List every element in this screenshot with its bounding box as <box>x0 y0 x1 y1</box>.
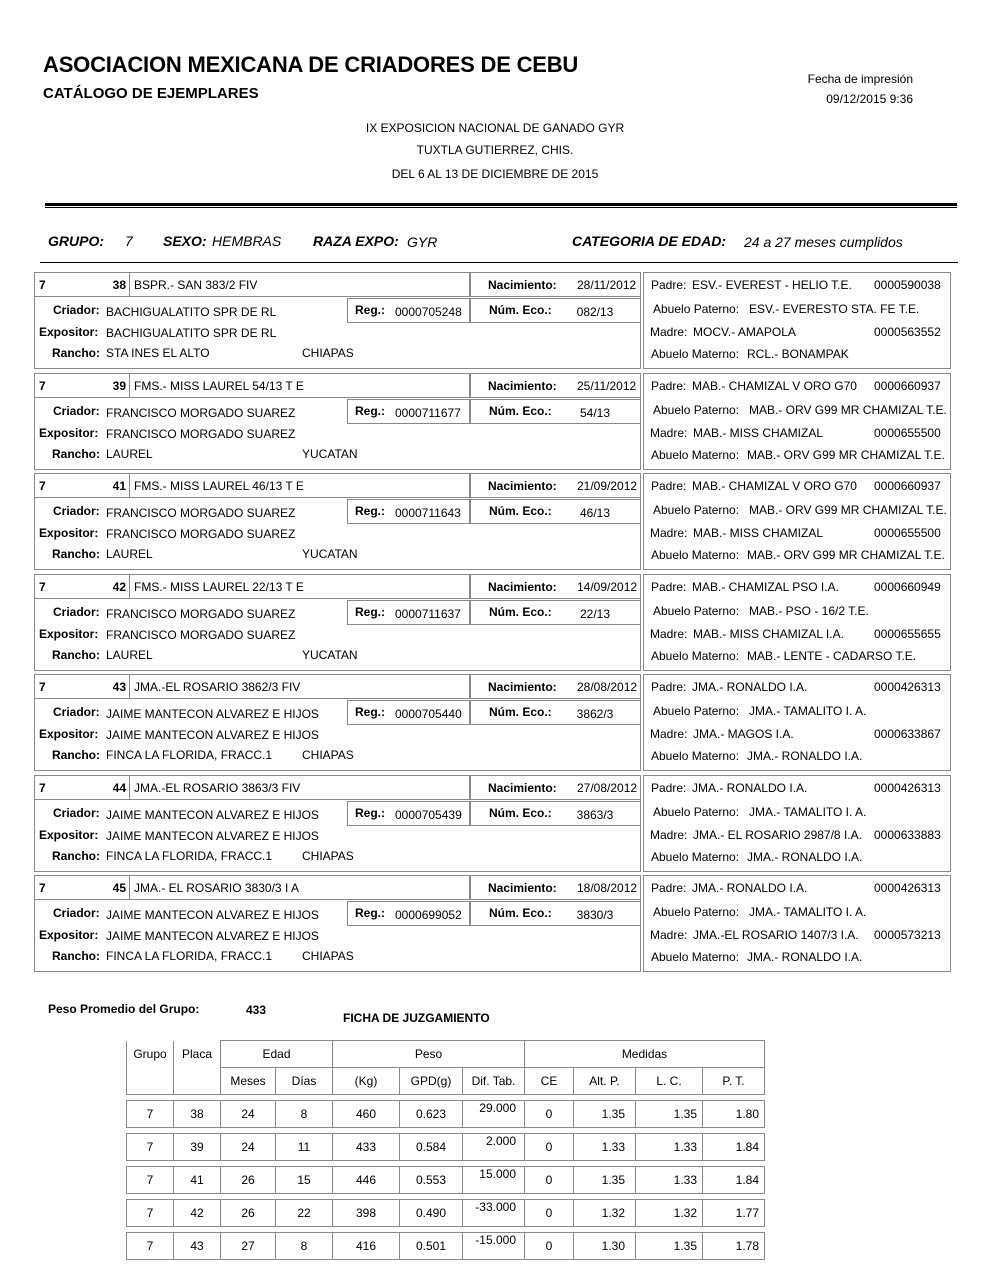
abuelo-materno-label: Abuelo Materno: <box>651 950 740 964</box>
abuelo-materno-value: JMA.- RONALDO I.A. <box>747 850 863 864</box>
num-eco-value: 46/13 <box>579 506 611 520</box>
table-row <box>127 1101 765 1128</box>
entry-grupo: 7 <box>39 580 46 594</box>
entry-card <box>34 272 951 369</box>
rancho-value: FINCA LA FLORIDA, FRACC.1 <box>106 748 273 762</box>
expositor-value: FRANCISCO MORGADO SUAREZ <box>106 628 296 642</box>
rancho-label: Rancho: <box>52 346 100 360</box>
madre-reg: 0000655500 <box>874 426 941 440</box>
nacimiento-value: 27/08/2012 <box>577 781 637 795</box>
num-eco-label: Núm. Eco.: <box>489 705 552 719</box>
cell-placa: 38 <box>174 1101 221 1128</box>
criador-value: FRANCISCO MORGADO SUAREZ <box>106 607 296 621</box>
entry-name: BSPR.- SAN 383/2 FIV <box>134 278 258 292</box>
col-grupo: Grupo <box>127 1041 174 1068</box>
rancho-value: LAUREL <box>106 547 153 561</box>
criador-label: Criador: <box>53 605 100 619</box>
sexo-value: HEMBRAS <box>212 233 282 249</box>
table-header-row <box>127 1041 765 1068</box>
abuelo-paterno-value: JMA.- TAMALITO I. A. <box>749 805 867 819</box>
table-row <box>127 1233 765 1260</box>
abuelo-materno-label: Abuelo Materno: <box>651 850 740 864</box>
entry-placa: 44 <box>112 781 126 795</box>
num-eco-value: 082/13 <box>576 305 614 319</box>
madre-label: Madre: <box>650 325 688 339</box>
madre-value: JMA.- EL ROSARIO 2987/8 I.A. <box>693 828 862 842</box>
entry-grupo: 7 <box>39 479 46 493</box>
entry-card <box>34 574 951 671</box>
entry-name: FMS.- MISS LAUREL 54/13 T E <box>134 379 304 393</box>
expositor-label: Expositor: <box>39 526 99 540</box>
event-dates: DEL 6 AL 13 DE DICIEMBRE DE 2015 <box>391 167 599 181</box>
nacimiento-value: 21/09/2012 <box>577 479 637 493</box>
nacimiento-value: 28/11/2012 <box>577 278 637 292</box>
cell-ce: 0 <box>525 1200 574 1227</box>
header-divider <box>45 203 957 206</box>
cell-dif: 29.000 <box>463 1101 525 1128</box>
estado-value: YUCATAN <box>302 547 358 561</box>
padre-value: MAB.- CHAMIZAL V ORO G70 <box>692 479 857 493</box>
reg-label: Reg.: <box>355 404 385 418</box>
entry-card <box>34 875 951 972</box>
nacimiento-value: 18/08/2012 <box>577 881 637 895</box>
categoria-value: 24 a 27 meses cumplidos <box>744 234 903 250</box>
entry-placa: 41 <box>112 479 126 493</box>
nacimiento-label: Nacimiento: <box>488 781 557 795</box>
cell-ce: 0 <box>525 1101 574 1128</box>
madre-label: Madre: <box>650 828 688 842</box>
abuelo-paterno-label: Abuelo Paterno: <box>653 905 740 919</box>
criador-label: Criador: <box>53 303 100 317</box>
padre-label: Padre: <box>651 680 687 694</box>
padre-value: JMA.- RONALDO I.A. <box>692 680 808 694</box>
reg-value: 0000705440 <box>395 707 462 721</box>
cell-lc: 1.33 <box>636 1167 703 1194</box>
padre-value: JMA.- RONALDO I.A. <box>692 781 808 795</box>
reg-value: 0000711677 <box>395 406 461 420</box>
entry-placa: 39 <box>112 379 126 393</box>
estado-value: CHIAPAS <box>302 949 354 963</box>
rancho-value: LAUREL <box>106 648 153 662</box>
entry-name: FMS.- MISS LAUREL 22/13 T E <box>134 580 304 594</box>
cell-lc: 1.32 <box>636 1200 703 1227</box>
num-eco-value: 22/13 <box>579 607 611 621</box>
entry-name: JMA.-EL ROSARIO 3862/3 FIV <box>134 680 301 694</box>
page-title: ASOCIACION MEXICANA DE CRIADORES DE CEBU <box>43 52 579 77</box>
cell-altp: 1.35 <box>574 1101 636 1128</box>
col-kg: (Kg) <box>333 1068 400 1095</box>
cell-lc: 1.35 <box>636 1233 703 1260</box>
cell-gpd: 0.623 <box>400 1101 463 1128</box>
entry-grupo: 7 <box>39 278 46 292</box>
padre-reg: 0000426313 <box>874 881 941 895</box>
expositor-value: FRANCISCO MORGADO SUAREZ <box>106 427 296 441</box>
rancho-label: Rancho: <box>52 748 100 762</box>
cell-pt: 1.84 <box>703 1167 765 1194</box>
abuelo-paterno-label: Abuelo Paterno: <box>653 503 740 517</box>
event-city: TUXTLA GUTIERREZ, CHIS. <box>416 143 574 157</box>
raza-value: GYR <box>407 234 438 250</box>
cell-altp: 1.33 <box>574 1134 636 1161</box>
pedigree-text <box>644 875 950 972</box>
num-eco-label: Núm. Eco.: <box>489 404 552 418</box>
abuelo-paterno-value: MAB.- ORV G99 MR CHAMIZAL T.E. <box>749 403 947 417</box>
cell-lc: 1.35 <box>636 1101 703 1128</box>
nacimiento-label: Nacimiento: <box>488 479 557 493</box>
print-date: 09/12/2015 9:36 <box>826 92 913 106</box>
abuelo-materno-label: Abuelo Materno: <box>651 749 740 763</box>
num-eco-label: Núm. Eco.: <box>489 906 552 920</box>
padre-reg: 0000660937 <box>874 479 941 493</box>
expositor-value: BACHIGUALATITO SPR DE RL <box>106 326 277 340</box>
abuelo-materno-value: MAB.- LENTE - CADARSO T.E. <box>747 649 917 663</box>
cell-altp: 1.35 <box>574 1167 636 1194</box>
expositor-label: Expositor: <box>39 727 99 741</box>
criador-label: Criador: <box>53 806 100 820</box>
rancho-label: Rancho: <box>52 648 100 662</box>
madre-value: MAB.- MISS CHAMIZAL <box>693 526 824 540</box>
padre-label: Padre: <box>651 379 687 393</box>
abuelo-materno-value: JMA.- RONALDO I.A. <box>747 749 863 763</box>
group-divider <box>40 262 958 263</box>
col-placa-sub <box>174 1068 221 1095</box>
cell-dias: 8 <box>276 1101 333 1128</box>
abuelo-materno-label: Abuelo Materno: <box>651 649 740 663</box>
rancho-label: Rancho: <box>52 949 100 963</box>
abuelo-paterno-value: JMA.- TAMALITO I. A. <box>749 905 867 919</box>
pedigree-text <box>644 674 950 771</box>
abuelo-paterno-value: JMA.- TAMALITO I. A. <box>749 704 867 718</box>
cell-grupo: 7 <box>127 1101 174 1128</box>
padre-reg: 0000660937 <box>874 379 941 393</box>
col-alt-p: Alt. P. <box>574 1068 636 1095</box>
cell-dias: 15 <box>276 1167 333 1194</box>
num-eco-label: Núm. Eco.: <box>489 303 552 317</box>
abuelo-paterno-label: Abuelo Paterno: <box>653 704 740 718</box>
cell-meses: 24 <box>221 1101 276 1128</box>
madre-reg: 0000655655 <box>874 627 941 641</box>
col-gpd: GPD(g) <box>400 1068 463 1095</box>
grupo-value: 7 <box>125 233 133 249</box>
cell-gpd: 0.584 <box>400 1134 463 1161</box>
page-subtitle: CATÁLOGO DE EJEMPLARES <box>43 85 259 102</box>
nacimiento-label: Nacimiento: <box>488 580 557 594</box>
cell-kg: 460 <box>333 1101 400 1128</box>
criador-value: FRANCISCO MORGADO SUAREZ <box>106 506 296 520</box>
criador-value: BACHIGUALATITO SPR DE RL <box>106 305 277 319</box>
col-dif-tab: Dif. Tab. <box>463 1068 525 1095</box>
col-placa: Placa <box>174 1041 221 1068</box>
reg-value: 0000705439 <box>395 808 462 822</box>
padre-value: JMA.- RONALDO I.A. <box>692 881 808 895</box>
madre-value: MAB.- MISS CHAMIZAL I.A. <box>693 627 844 641</box>
cell-altp: 1.32 <box>574 1200 636 1227</box>
nacimiento-value: 14/09/2012 <box>577 580 637 594</box>
cell-gpd: 0.501 <box>400 1233 463 1260</box>
expositor-value: JAIME MANTECON ALVAREZ E HIJOS <box>106 728 319 742</box>
col-grupo-sub <box>127 1068 174 1095</box>
padre-label: Padre: <box>651 781 687 795</box>
madre-value: MOCV.- AMAPOLA <box>693 325 796 339</box>
table-subheader-row <box>127 1068 765 1095</box>
abuelo-paterno-value: MAB.- ORV G99 MR CHAMIZAL T.E. <box>749 503 947 517</box>
madre-reg: 0000573213 <box>874 928 941 942</box>
nacimiento-label: Nacimiento: <box>488 881 557 895</box>
num-eco-label: Núm. Eco.: <box>489 806 552 820</box>
cell-ce: 0 <box>525 1167 574 1194</box>
criador-label: Criador: <box>53 404 100 418</box>
madre-label: Madre: <box>650 928 688 942</box>
estado-value: CHIAPAS <box>302 346 354 360</box>
table-row <box>127 1167 765 1194</box>
entry-placa: 43 <box>112 680 126 694</box>
num-eco-value: 3862/3 <box>576 707 614 721</box>
expositor-label: Expositor: <box>39 627 99 641</box>
cell-ce: 0 <box>525 1134 574 1161</box>
padre-reg: 0000426313 <box>874 680 941 694</box>
estado-value: YUCATAN <box>302 447 358 461</box>
madre-label: Madre: <box>650 426 688 440</box>
pedigree-text <box>644 473 950 570</box>
entry-card <box>34 373 951 470</box>
raza-label: RAZA EXPO: <box>313 233 399 249</box>
entry-name: FMS.- MISS LAUREL 46/13 T E <box>134 479 304 493</box>
expositor-label: Expositor: <box>39 325 99 339</box>
madre-label: Madre: <box>650 627 688 641</box>
padre-value: MAB.- CHAMIZAL PSO I.A. <box>692 580 839 594</box>
cell-gpd: 0.490 <box>400 1200 463 1227</box>
grupo-label: GRUPO: <box>48 233 104 249</box>
cell-dif: 2.000 <box>463 1134 525 1161</box>
pedigree-text <box>644 574 950 671</box>
entry-card <box>34 674 951 771</box>
cell-dif: -15.000 <box>463 1233 525 1260</box>
nacimiento-label: Nacimiento: <box>488 680 557 694</box>
cell-meses: 26 <box>221 1167 276 1194</box>
categoria-label: CATEGORIA DE EDAD: <box>572 233 726 249</box>
header-divider-thin <box>45 207 957 208</box>
num-eco-value: 54/13 <box>579 406 611 420</box>
madre-reg: 0000633867 <box>874 727 941 741</box>
abuelo-materno-label: Abuelo Materno: <box>651 448 740 462</box>
criador-label: Criador: <box>53 906 100 920</box>
col-peso: Peso <box>333 1041 525 1068</box>
cell-dias: 22 <box>276 1200 333 1227</box>
padre-reg: 0000426313 <box>874 781 941 795</box>
pedigree-text <box>644 775 950 872</box>
cell-meses: 27 <box>221 1233 276 1260</box>
madre-reg: 0000655500 <box>874 526 941 540</box>
cell-meses: 24 <box>221 1134 276 1161</box>
entry-placa: 45 <box>112 881 126 895</box>
padre-label: Padre: <box>651 580 687 594</box>
entry-grupo: 7 <box>39 781 46 795</box>
abuelo-materno-label: Abuelo Materno: <box>651 347 740 361</box>
cell-meses: 26 <box>221 1200 276 1227</box>
padre-value: ESV.- EVEREST - HELIO T.E. <box>692 278 852 292</box>
col-pt: P. T. <box>703 1068 765 1095</box>
table-row <box>127 1200 765 1227</box>
rancho-label: Rancho: <box>52 849 100 863</box>
madre-reg: 0000633883 <box>874 828 941 842</box>
peso-promedio-value: 433 <box>246 1003 267 1017</box>
entry-card <box>34 775 951 872</box>
abuelo-paterno-value: ESV.- EVERESTO STA. FE T.E. <box>749 302 920 316</box>
num-eco-value: 3830/3 <box>576 908 614 922</box>
rancho-value: FINCA LA FLORIDA, FRACC.1 <box>106 949 273 963</box>
cell-grupo: 7 <box>127 1134 174 1161</box>
entry-grupo: 7 <box>39 379 46 393</box>
reg-value: 0000711643 <box>395 506 461 520</box>
cell-pt: 1.78 <box>703 1233 765 1260</box>
nacimiento-value: 25/11/2012 <box>577 379 637 393</box>
reg-value: 0000711637 <box>395 607 461 621</box>
cell-pt: 1.77 <box>703 1200 765 1227</box>
event-name: IX EXPOSICION NACIONAL DE GANADO GYR <box>365 121 625 135</box>
criador-value: JAIME MANTECON ALVAREZ E HIJOS <box>106 707 319 721</box>
cell-placa: 41 <box>174 1167 221 1194</box>
cell-pt: 1.84 <box>703 1134 765 1161</box>
reg-label: Reg.: <box>355 303 385 317</box>
judging-table <box>126 1040 765 1260</box>
sexo-label: SEXO: <box>163 233 207 249</box>
rancho-label: Rancho: <box>52 447 100 461</box>
abuelo-paterno-label: Abuelo Paterno: <box>653 805 740 819</box>
cell-kg: 433 <box>333 1134 400 1161</box>
cell-kg: 446 <box>333 1167 400 1194</box>
cell-pt: 1.80 <box>703 1101 765 1128</box>
criador-value: JAIME MANTECON ALVAREZ E HIJOS <box>106 908 319 922</box>
padre-label: Padre: <box>651 881 687 895</box>
padre-reg: 0000660949 <box>874 580 941 594</box>
criador-value: JAIME MANTECON ALVAREZ E HIJOS <box>106 808 319 822</box>
criador-label: Criador: <box>53 705 100 719</box>
entry-grupo: 7 <box>39 881 46 895</box>
abuelo-paterno-value: MAB.- PSO - 16/2 T.E. <box>749 604 869 618</box>
col-edad: Edad <box>221 1041 333 1068</box>
madre-label: Madre: <box>650 526 688 540</box>
expositor-value: FRANCISCO MORGADO SUAREZ <box>106 527 296 541</box>
padre-reg: 0000590038 <box>874 278 941 292</box>
col-ce: CE <box>525 1068 574 1095</box>
rancho-value: FINCA LA FLORIDA, FRACC.1 <box>106 849 273 863</box>
entry-card <box>34 473 951 570</box>
madre-value: JMA.- MAGOS I.A. <box>693 727 794 741</box>
cell-dias: 8 <box>276 1233 333 1260</box>
entry-placa: 38 <box>112 278 126 292</box>
abuelo-materno-value: MAB.- ORV G99 MR CHAMIZAL T.E. <box>747 448 945 462</box>
abuelo-materno-value: MAB.- ORV G99 MR CHAMIZAL T.E. <box>747 548 945 562</box>
estado-value: CHIAPAS <box>302 849 354 863</box>
expositor-value: JAIME MANTECON ALVAREZ E HIJOS <box>106 829 319 843</box>
nacimiento-label: Nacimiento: <box>488 379 557 393</box>
reg-label: Reg.: <box>355 504 385 518</box>
cell-kg: 416 <box>333 1233 400 1260</box>
abuelo-paterno-label: Abuelo Paterno: <box>653 302 740 316</box>
col-medidas: Medidas <box>525 1041 765 1068</box>
rancho-value: STA INES EL ALTO <box>106 346 210 360</box>
criador-label: Criador: <box>53 504 100 518</box>
cell-dif: -33.000 <box>463 1200 525 1227</box>
reg-value: 0000699052 <box>395 908 462 922</box>
col-meses: Meses <box>221 1068 276 1095</box>
nacimiento-label: Nacimiento: <box>488 278 557 292</box>
madre-label: Madre: <box>650 727 688 741</box>
cell-grupo: 7 <box>127 1233 174 1260</box>
rancho-value: LAUREL <box>106 447 153 461</box>
num-eco-label: Núm. Eco.: <box>489 504 552 518</box>
madre-reg: 0000563552 <box>874 325 941 339</box>
estado-value: CHIAPAS <box>302 748 354 762</box>
col-lc: L. C. <box>636 1068 703 1095</box>
pedigree-text <box>644 373 950 470</box>
peso-promedio-label: Peso Promedio del Grupo: <box>48 1002 200 1016</box>
reg-label: Reg.: <box>355 605 385 619</box>
reg-label: Reg.: <box>355 906 385 920</box>
criador-value: FRANCISCO MORGADO SUAREZ <box>106 406 296 420</box>
cell-grupo: 7 <box>127 1167 174 1194</box>
expositor-label: Expositor: <box>39 828 99 842</box>
entry-grupo: 7 <box>39 680 46 694</box>
expositor-label: Expositor: <box>39 426 99 440</box>
abuelo-materno-value: JMA.- RONALDO I.A. <box>747 950 863 964</box>
reg-label: Reg.: <box>355 806 385 820</box>
madre-value: JMA.-EL ROSARIO 1407/3 I.A. <box>693 928 859 942</box>
cell-lc: 1.33 <box>636 1134 703 1161</box>
abuelo-paterno-label: Abuelo Paterno: <box>653 403 740 417</box>
entry-name: JMA.-EL ROSARIO 3863/3 FIV <box>134 781 301 795</box>
col-dias: Días <box>276 1068 333 1095</box>
table-row <box>127 1134 765 1161</box>
padre-label: Padre: <box>651 278 687 292</box>
cell-placa: 39 <box>174 1134 221 1161</box>
abuelo-paterno-label: Abuelo Paterno: <box>653 604 740 618</box>
padre-value: MAB.- CHAMIZAL V ORO G70 <box>692 379 857 393</box>
pedigree-text <box>644 272 950 369</box>
ficha-title: FICHA DE JUZGAMIENTO <box>343 1011 490 1025</box>
cell-dias: 11 <box>276 1134 333 1161</box>
print-date-label: Fecha de impresión <box>807 72 913 86</box>
expositor-label: Expositor: <box>39 928 99 942</box>
cell-altp: 1.30 <box>574 1233 636 1260</box>
cell-gpd: 0.553 <box>400 1167 463 1194</box>
estado-value: YUCATAN <box>302 648 358 662</box>
madre-value: MAB.- MISS CHAMIZAL <box>693 426 824 440</box>
abuelo-materno-value: RCL.- BONAMPAK <box>747 347 849 361</box>
entry-placa: 42 <box>112 580 126 594</box>
entry-name: JMA.- EL ROSARIO 3830/3 I A <box>134 881 299 895</box>
cell-dif: 15.000 <box>463 1167 525 1194</box>
cell-placa: 43 <box>174 1233 221 1260</box>
num-eco-value: 3863/3 <box>576 808 614 822</box>
cell-ce: 0 <box>525 1233 574 1260</box>
nacimiento-value: 28/08/2012 <box>577 680 637 694</box>
padre-label: Padre: <box>651 479 687 493</box>
cell-kg: 398 <box>333 1200 400 1227</box>
reg-value: 0000705248 <box>395 305 462 319</box>
reg-label: Reg.: <box>355 705 385 719</box>
num-eco-label: Núm. Eco.: <box>489 605 552 619</box>
expositor-value: JAIME MANTECON ALVAREZ E HIJOS <box>106 929 319 943</box>
cell-grupo: 7 <box>127 1200 174 1227</box>
rancho-label: Rancho: <box>52 547 100 561</box>
cell-placa: 42 <box>174 1200 221 1227</box>
abuelo-materno-label: Abuelo Materno: <box>651 548 740 562</box>
